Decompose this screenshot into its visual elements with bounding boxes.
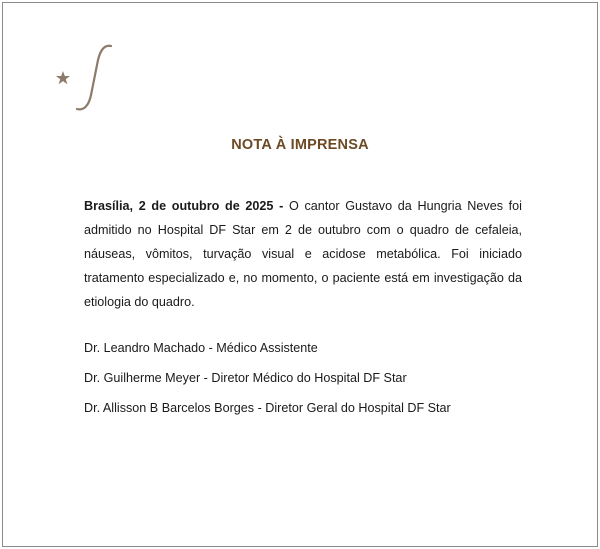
star-icon [56,71,70,84]
page-title: NOTA À IMPRENSA [231,137,369,153]
integral-icon [77,46,111,110]
signature-list [84,340,451,430]
dateline: Brasília, 2 de outubro de 2025 - [84,199,284,213]
star-and-integral-logo-icon [53,43,117,115]
press-release-body [84,194,522,314]
signature-line: Dr. Allisson B Barcelos Borges - Diretor Geral do Hospital DF Star [84,401,451,415]
document-page [2,2,598,547]
signature-line: Dr. Leandro Machado - Médico Assistente [84,341,318,355]
body-text: O cantor Gustavo da Hungria Neves foi admitido no Hospital DF Star em 2 de outubro com o quadro de cefaleia, náuseas, vômitos, turvação visual e acidose metabólica. Foi iniciado tratamento especializado e, no momento, o paciente está em investigação da etiologia do quadro. [84,199,522,309]
signature-line: Dr. Guilherme Meyer - Diretor Médico do Hospital DF Star [84,371,407,385]
